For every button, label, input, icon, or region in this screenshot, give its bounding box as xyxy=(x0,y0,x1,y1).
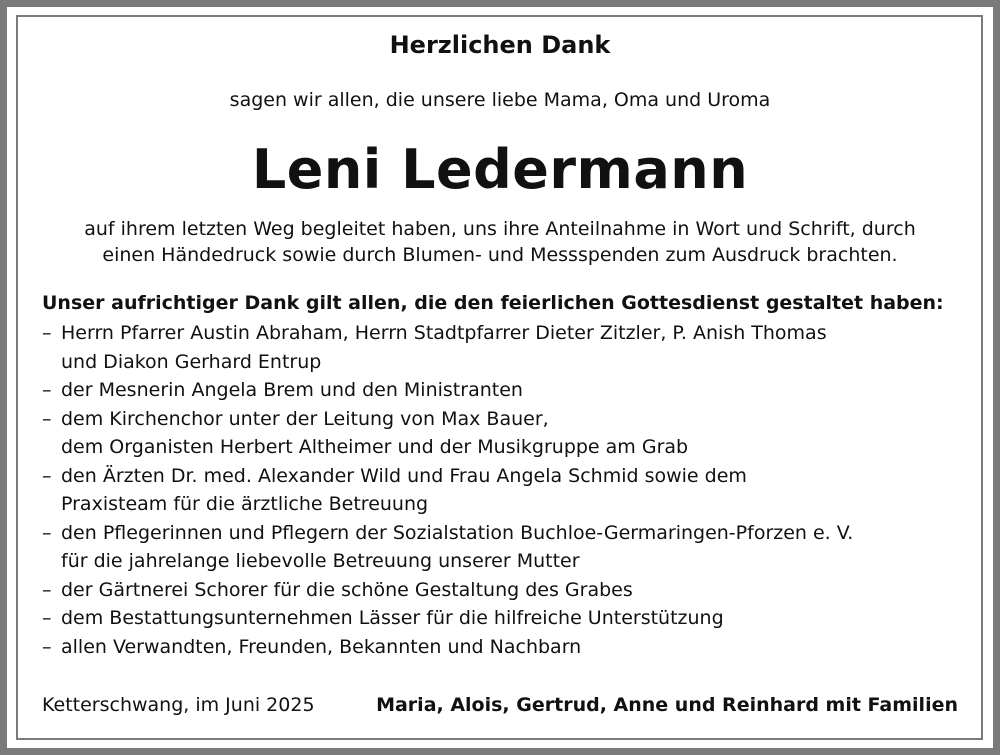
list-item-line: den Ärzten Dr. med. Alexander Wild und Frau Angela Schmid sowie dem xyxy=(61,464,747,487)
list-item xyxy=(42,319,853,376)
thanks-paragraph xyxy=(0,216,1000,268)
list-item-line: Praxisteam für die ärztliche Betreuung xyxy=(61,493,429,515)
list-item-line: allen Verwandten, Freunden, Bekannten und Nachbarn xyxy=(61,635,582,658)
list-item xyxy=(42,519,853,576)
list-dash: – xyxy=(42,464,52,487)
notice-heading: Herzlichen Dank xyxy=(389,31,611,59)
thanks-paragraph-line: einen Händedruck sowie durch Blumen- und Messspenden zum Ausdruck brachten. xyxy=(102,244,898,266)
list-item-line: für die jahrelange liebevolle Betreuung unserer Mutter xyxy=(61,550,580,572)
list-dash: – xyxy=(42,521,52,544)
place-date: Ketterschwang, im Juni 2025 xyxy=(42,694,315,716)
list-item-line: dem Organisten Herbert Altheimer und der Musikgruppe am Grab xyxy=(61,436,689,458)
list-dash: – xyxy=(42,578,52,601)
list-dash: – xyxy=(42,379,52,401)
list-item-line: dem Kirchenchor unter der Leitung von Max Bauer, xyxy=(61,407,549,430)
list-item xyxy=(42,576,853,605)
list-item-line: dem Bestattungsunternehmen Lässer für die hilfreiche Unterstützung xyxy=(61,607,724,629)
notice-intro: sagen wir allen, die unsere liebe Mama, Oma und Uroma xyxy=(229,89,771,111)
list-dash: – xyxy=(42,407,52,430)
list-item xyxy=(42,405,853,462)
thanks-list xyxy=(42,319,853,661)
list-item xyxy=(42,376,853,405)
list-item xyxy=(42,633,853,662)
signature: Maria, Alois, Gertrud, Anne und Reinhard mit Familien xyxy=(376,694,958,716)
list-item-line: und Diakon Gerhard Entrup xyxy=(61,350,322,373)
list-item-line: der Gärtnerei Schorer für die schöne Gestaltung des Grabes xyxy=(61,578,633,601)
list-dash: – xyxy=(42,635,52,658)
list-title: Unser aufrichtiger Dank gilt allen, die den feierlichen Gottesdienst gestaltet haben: xyxy=(42,292,944,314)
list-dash: – xyxy=(42,607,52,629)
list-item-line: der Mesnerin Angela Brem und den Ministranten xyxy=(61,379,523,401)
list-item xyxy=(42,462,853,519)
deceased-name: Leni Ledermann xyxy=(251,138,749,201)
list-item-line: den Pflegerinnen und Pflegern der Sozialstation Buchloe-Germaringen-Pforzen e. V. xyxy=(61,521,854,544)
thanks-paragraph-line: auf ihrem letzten Weg begleitet haben, uns ihre Anteilnahme in Wort und Schrift, durch xyxy=(84,218,916,240)
list-item xyxy=(42,604,853,633)
list-dash: – xyxy=(42,322,52,344)
list-item-line: Herrn Pfarrer Austin Abraham, Herrn Stadtpfarrer Dieter Zitzler, P. Anish Thomas xyxy=(61,322,827,344)
